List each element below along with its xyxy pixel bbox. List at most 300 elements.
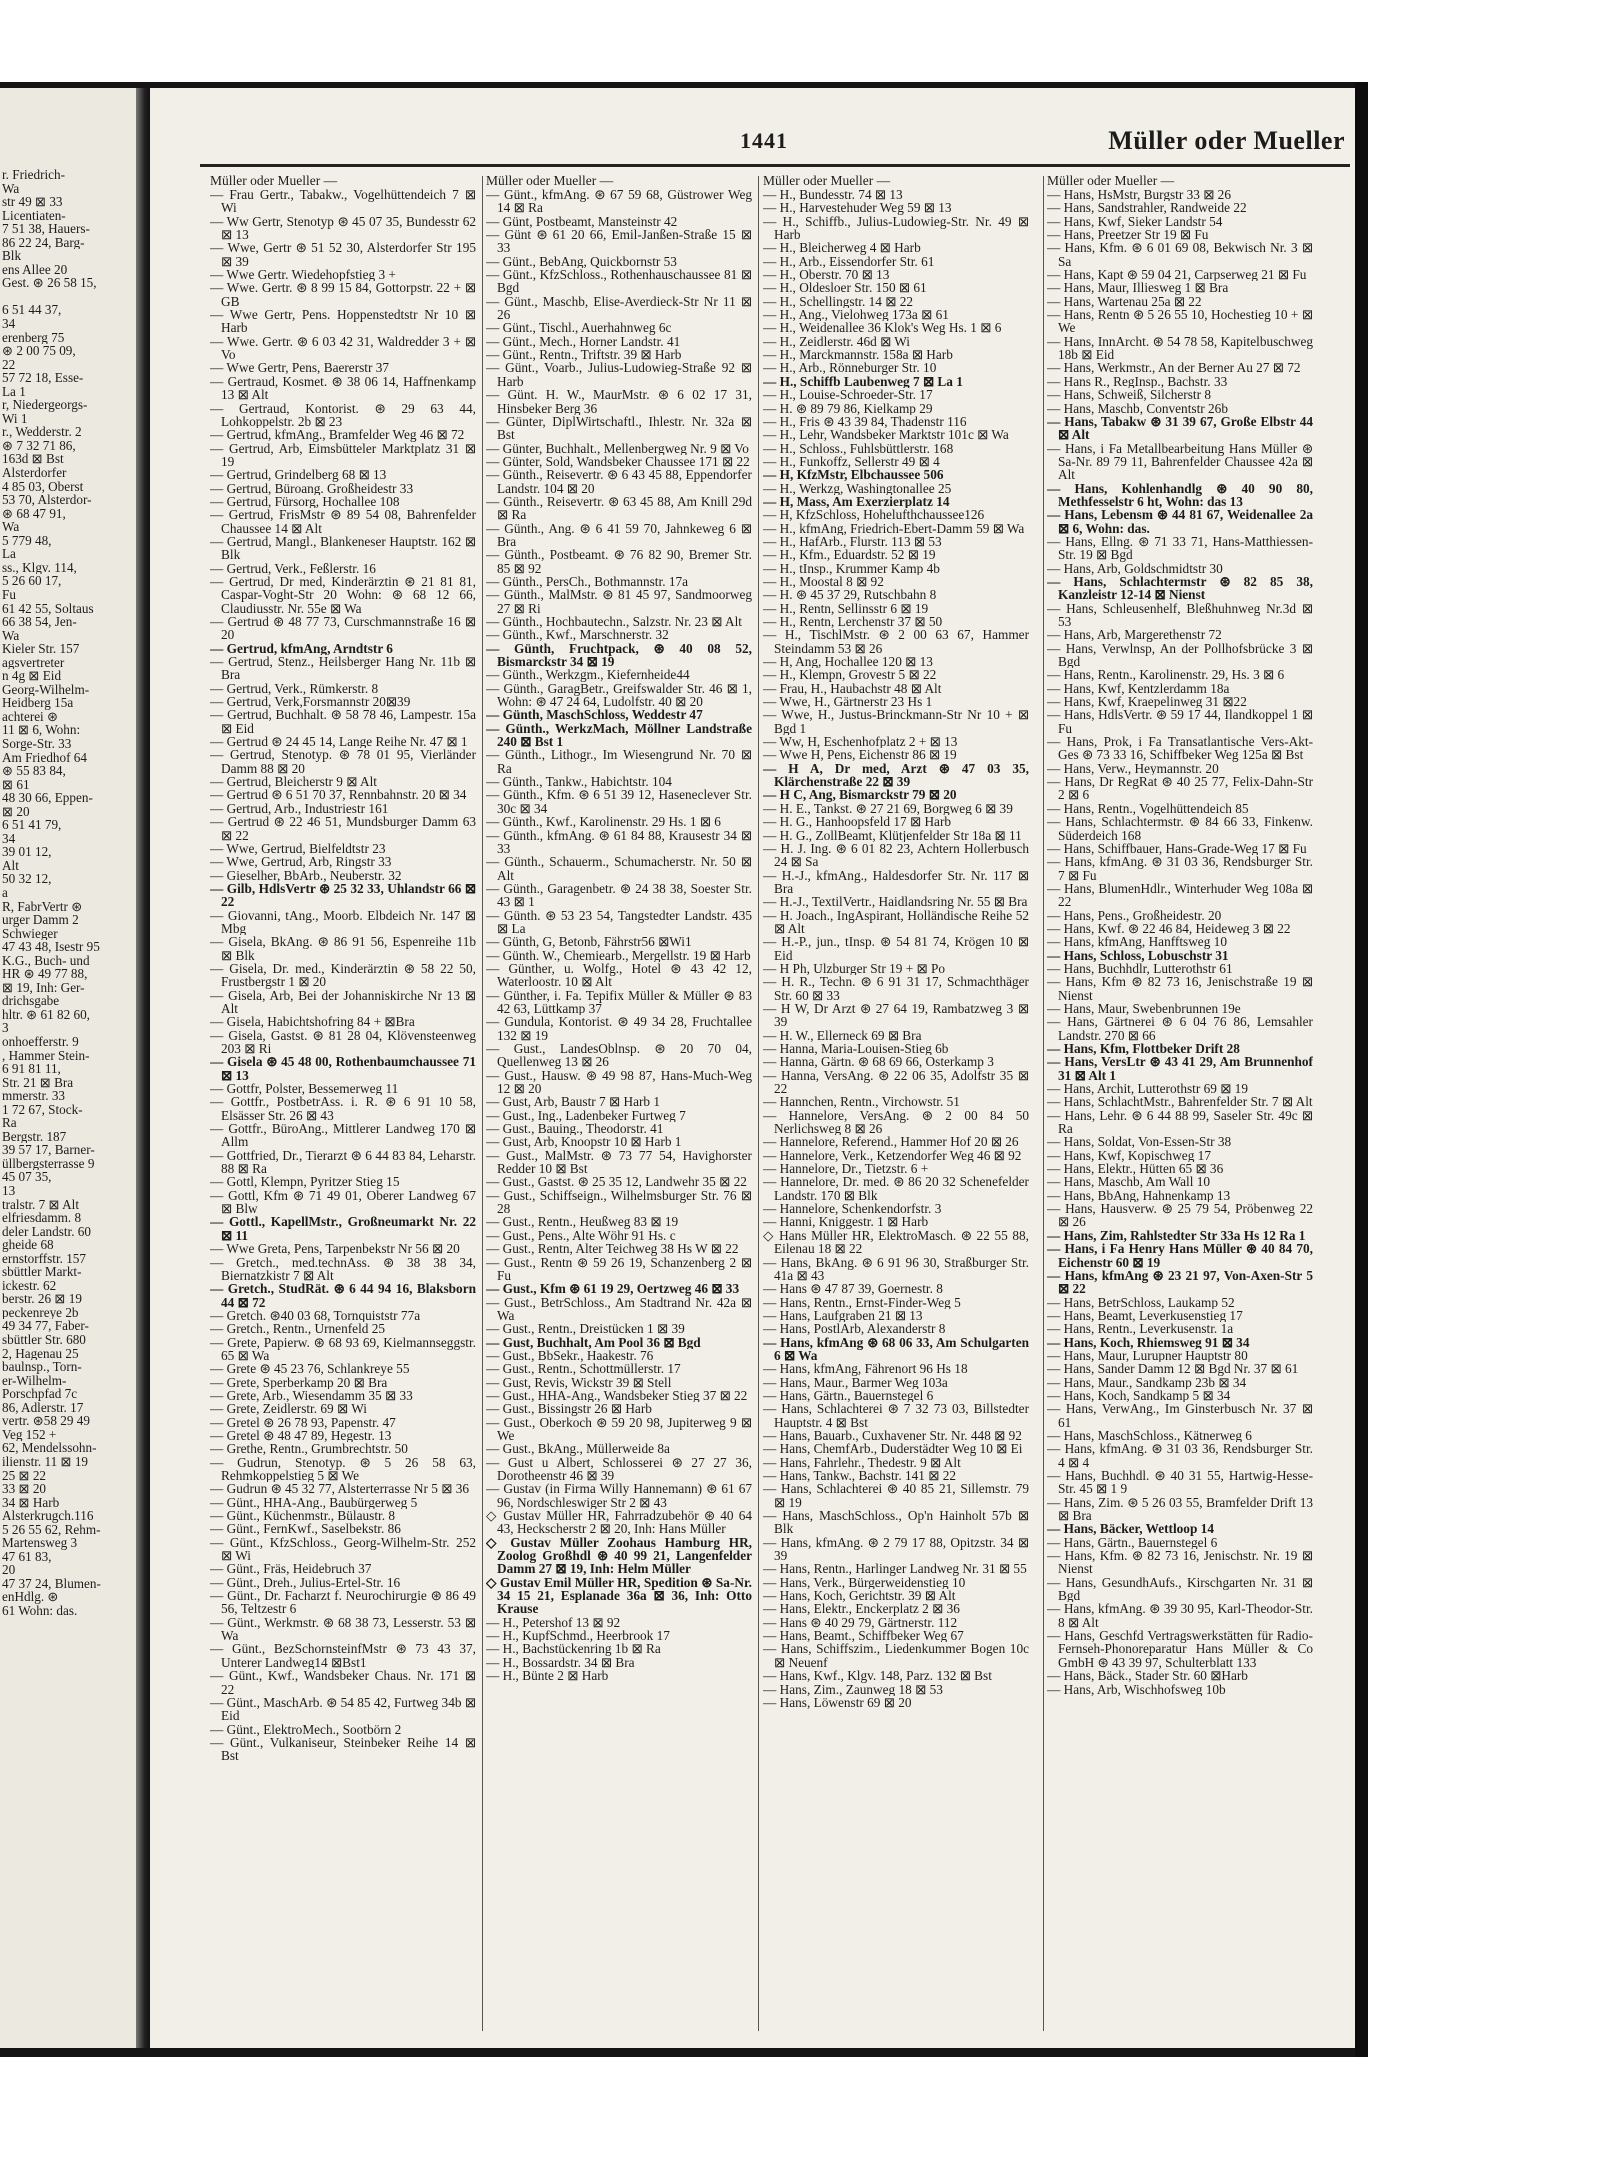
directory-entry: — Gertrud, Arb, Eimsbütteler Marktplatz 31 ⊠ 19 bbox=[210, 441, 476, 469]
directory-entry: ◇ Gustav Müller Zoohaus Hamburg HR, Zoolog Großhdl ⊛ 40 99 21, Langenfelder Damm 27 ⊠ 19, Inh: Helm Müller bbox=[486, 1535, 752, 1576]
directory-entry: — Günt., KfzSchloss., Georg-Wilhelm-Str. 252 ⊠ Wi bbox=[210, 1535, 476, 1563]
directory-entry: — Hans R., RegInsp., Bachstr. 33 bbox=[1047, 374, 1228, 389]
directory-entry: — H., Arb., Eissendorfer Str. 61 bbox=[763, 254, 935, 269]
directory-entry: — Günt, Postbeamt, Mansteinstr 42 bbox=[486, 214, 678, 229]
directory-entry: — Günth., Postbeamt. ⊛ 76 82 90, Bremer Str. 85 ⊠ 92 bbox=[486, 548, 752, 575]
directory-entry: — Gust., Bauing., Theodorstr. 41 bbox=[486, 1122, 664, 1136]
directory-entry: — Gertraud, Kosmet. ⊛ 38 06 14, Haffnenkamp 13 ⊠ Alt bbox=[210, 374, 476, 402]
directory-entry: — H., Bachstückenring 1b ⊠ Ra bbox=[486, 1642, 661, 1656]
prev-page-line: 11 ⊠ 6, Wohn: bbox=[2, 723, 81, 737]
directory-entry: — Hans, kfmAng. ⊛ 39 30 95, Karl-Theodor-Str. 8 ⊠ Alt bbox=[1047, 1602, 1313, 1630]
prev-page-line: K.G., Buch- und bbox=[2, 953, 90, 968]
directory-entry: — H., Schiffb., Julius-Ludowieg-Str. Nr. 49 ⊠ Harb bbox=[763, 214, 1029, 242]
directory-entry: — Wwe. Gertr. ⊛ 6 03 42 31, Waldredder 3 + ⊠ Vo bbox=[210, 334, 476, 362]
directory-entry: — Günth., Tankw., Habichtstr. 104 bbox=[486, 775, 672, 789]
directory-entry: — Gust., BetrSchloss., Am Stadtrand Nr. 42a ⊠ Wa bbox=[486, 1295, 752, 1323]
directory-entry: — Günther, i. Fa. Tepifix Müller & Müller ⊛ 83 42 63, Lüttkamp 37 bbox=[486, 988, 752, 1016]
directory-entry: — Hans, Kapt ⊛ 59 04 21, Carpserweg 21 ⊠ Fu bbox=[1047, 268, 1307, 282]
prev-page-line: ernstorffstr. 157 bbox=[2, 1251, 86, 1266]
directory-entry: — Gottfr, Polster, Bessemerweg 11 bbox=[210, 1082, 399, 1096]
prev-page-line: 34 bbox=[2, 317, 16, 331]
directory-entry: — Gust., Rentn ⊛ 59 26 19, Schanzenberg 2 ⊠ Fu bbox=[486, 1255, 752, 1283]
directory-entry: — Hans, Schiffszim., Liedenkummer Bogen 10c ⊠ Neuenf bbox=[763, 1642, 1029, 1670]
directory-entry: — Hans, Verw., Heymannstr. 20 bbox=[1047, 761, 1219, 776]
prev-page-line: Porschpfad 7c bbox=[2, 1387, 78, 1401]
prev-page-line: Alsterkrugch.116 bbox=[2, 1509, 94, 1523]
directory-entry: — Gertrud, Bleicherstr 9 ⊠ Alt bbox=[210, 775, 377, 789]
directory-entry: — Günth., WerkzMach, Möllner Landstraße 240 ⊠ Bst 1 bbox=[486, 721, 752, 749]
directory-entry: — Gust, Arb, Baustr 7 ⊠ Harb 1 bbox=[486, 1095, 661, 1109]
directory-entry: — Gisela, Habichtshofring 84 + ⊠Bra bbox=[210, 1015, 415, 1029]
directory-entry: — Hans, Rentn., Harlinger Landweg Nr. 31 ⊠ 55 bbox=[763, 1562, 1027, 1576]
prev-page-line: 25 ⊠ 22 bbox=[2, 1468, 47, 1483]
directory-entry: — Hans, kfmAng, Fährenort 96 Hs 18 bbox=[763, 1362, 968, 1376]
directory-entry: — H.-J., TextilVertr., Haidlandsring Nr. 55 ⊠ Bra bbox=[763, 895, 1028, 909]
directory-entry: — Hans, Kwf, Sieker Landstr 54 bbox=[1047, 214, 1223, 229]
prev-page-line: üllbergsterrasse 9 bbox=[2, 1156, 95, 1171]
prev-page-line: 20 bbox=[2, 1563, 16, 1577]
directory-entry: — Günt., kfmAng. ⊛ 67 59 68, Güstrower Weg 14 ⊠ Ra bbox=[486, 188, 752, 215]
directory-entry: — Hans, Maur., Sandkamp 23b ⊠ 34 bbox=[1047, 1375, 1247, 1389]
directory-entry: — Hans, Lehr. ⊛ 6 44 88 99, Saseler Str. 49c ⊠ Ra bbox=[1047, 1108, 1313, 1136]
directory-entry: — H, KfzMstr, Elbchaussee 506 bbox=[763, 468, 944, 482]
directory-entry: — Hans, Maschb, Conventstr 26b bbox=[1047, 401, 1228, 415]
directory-entry: — Günt., Mech., Horner Landstr. 41 bbox=[486, 334, 681, 349]
directory-entry: — Günt., FernKwf., Saselbekstr. 86 bbox=[210, 1522, 401, 1536]
directory-entry: — Frau Gertr., Tabakw., Vogelhüttendeich 7 ⊠ Wi bbox=[210, 188, 476, 215]
directory-entry: — Günth., Kwf., Karolinenstr. 29 Hs. 1 ⊠ 6 bbox=[486, 815, 721, 829]
directory-entry: — Hans, Rentn., Leverkusenstr. 1a bbox=[1047, 1322, 1234, 1336]
directory-entry: — Hans, Verk., Bürgerweidenstieg 10 bbox=[763, 1575, 966, 1590]
prev-page-line: elfriesdamm. 8 bbox=[2, 1211, 82, 1225]
directory-entry: — Hannelore, Referend., Hammer Hof 20 ⊠ 26 bbox=[763, 1135, 1019, 1149]
directory-entry: — Günter, Sold, Wandsbeker Chaussee 171 ⊠ 22 bbox=[486, 454, 750, 469]
directory-entry: — Hans, Maur., Barmer Weg 103a bbox=[763, 1375, 948, 1389]
prev-page-line: ⊛ 68 47 91, bbox=[2, 506, 66, 521]
column-continuation-head: Müller oder Mueller — bbox=[210, 174, 338, 188]
directory-entry: — H, KfzSchloss, Hohelufthchaussee126 bbox=[763, 508, 985, 522]
directory-entry: — Wwe, Gertrud, Bielfeldtstr 23 bbox=[210, 841, 386, 856]
directory-entry: — Hans, Kwf, Kopischweg 17 bbox=[1047, 1148, 1211, 1163]
directory-entry: — Gertrud, kfmAng, Arndtstr 6 bbox=[210, 641, 393, 656]
directory-entry: — H., Lehr, Wandsbeker Marktstr 101c ⊠ Wa bbox=[763, 428, 1009, 442]
directory-entry: — Hans ⊛ 40 29 79, Gärtnerstr. 112 bbox=[763, 1615, 958, 1630]
directory-entry: — Frau, H., Haubachstr 48 ⊠ Alt bbox=[763, 681, 942, 696]
directory-entry: — Günth., MalMstr. ⊛ 81 45 97, Sandmoorweg 27 ⊠ Ri bbox=[486, 588, 752, 615]
directory-entry: — Hans, Zim., Zaunweg 18 ⊠ 53 bbox=[763, 1682, 943, 1696]
column-rule bbox=[758, 176, 759, 2031]
directory-entry: — Günth., Reisevertr. ⊛ 63 45 88, Am Knill 29d ⊠ Ra bbox=[486, 494, 752, 522]
column-continuation-head: Müller oder Mueller — bbox=[763, 174, 891, 188]
directory-entry: — Gertrud ⊛ 6 51 70 37, Rennbahnstr. 20 ⊠ 34 bbox=[210, 788, 467, 802]
directory-entry: — Wwe H, Pens, Eichenstr 86 ⊠ 19 bbox=[763, 748, 957, 762]
prev-page-line: Str. 21 ⊠ Bra bbox=[2, 1075, 74, 1090]
prev-page-line: 61 42 55, Soltaus bbox=[2, 601, 94, 616]
prev-page-line: Fu bbox=[2, 587, 16, 602]
directory-entry: — Hans, Kwf. ⊛ 22 46 84, Heideweg 3 ⊠ 22 bbox=[1047, 921, 1291, 936]
directory-entry: — Hans, kfmAng. ⊛ 2 79 17 88, Opitzstr. 34 ⊠ 39 bbox=[763, 1535, 1029, 1563]
prev-page-line: Kieler Str. 157 bbox=[2, 642, 80, 656]
directory-entry: — Hans, Schlachterei ⊛ 7 32 73 03, Billstedter Hauptstr. 4 ⊠ Bst bbox=[763, 1402, 1029, 1429]
directory-entry: — Gottfr., BüroAng., Mittlerer Landweg 170 ⊠ Allm bbox=[210, 1122, 476, 1149]
directory-entry: — Hans, HdlsVertr. ⊛ 59 17 44, Ilandkoppel 1 ⊠ Fu bbox=[1047, 708, 1313, 736]
directory-entry: — Gottl, Kfm ⊛ 71 49 01, Oberer Landweg 67 ⊠ Blw bbox=[210, 1188, 476, 1216]
directory-entry: — H., HafArb., Flurstr. 113 ⊠ 53 bbox=[763, 534, 942, 549]
directory-entry: — H.-P., jun., tInsp. ⊛ 54 81 74, Krögen 10 ⊠ Eid bbox=[763, 935, 1029, 962]
directory-entry: — Günth, Fruchtpack, ⊛ 40 08 52, Bismarckstr 34 ⊠ 19 bbox=[486, 641, 752, 669]
directory-entry: — Günt., Dr. Facharzt f. Neurochirurgie ⊛ 86 49 56, Teltzestr 6 bbox=[210, 1589, 476, 1616]
directory-entry: — Gertrud, FrisMstr ⊛ 89 54 08, Bahrenfelder Chaussee 14 ⊠ Alt bbox=[210, 508, 476, 535]
directory-entry: — H., Zeidlerstr. 46d ⊠ Wi bbox=[763, 334, 911, 349]
directory-entry: — H., Schellingstr. 14 ⊠ 22 bbox=[763, 294, 914, 309]
directory-entry: — Gust., Ing., Ladenbeker Furtweg 7 bbox=[486, 1108, 686, 1123]
prev-page-line: 7 51 38, Hauers- bbox=[2, 222, 90, 236]
directory-entry: — Hans, Rentn., Vogelhüttendeich 85 bbox=[1047, 801, 1249, 816]
directory-entry: — Ww, H, Eschenhofplatz 2 + ⊠ 13 bbox=[763, 735, 958, 749]
prev-page-line: baulnsp., Torn- bbox=[2, 1360, 82, 1374]
prev-page-line: 34 bbox=[2, 831, 16, 846]
directory-entry: — Hans, Elektr., Hütten 65 ⊠ 36 bbox=[1047, 1162, 1224, 1176]
directory-entry: — Hanna, VersAng. ⊛ 22 06 35, Adolfstr 35 ⊠ 22 bbox=[763, 1068, 1029, 1096]
prev-page-line: 13 bbox=[2, 1184, 16, 1198]
directory-entry: — H. W., Ellerneck 69 ⊠ Bra bbox=[763, 1028, 922, 1042]
prev-page-line: agsvertreter bbox=[2, 655, 65, 670]
directory-entry: — Hans, kfmAng ⊛ 68 06 33, Am Schulgarten 6 ⊠ Wa bbox=[763, 1335, 1029, 1363]
directory-entry: — Günth., Kwf., Marschnerstr. 32 bbox=[486, 628, 669, 642]
directory-entry: — H. G., ZollBeamt, Klütjenfelder Str 18a ⊠ 11 bbox=[763, 828, 1022, 842]
prev-page-line: ens Allee 20 bbox=[2, 262, 68, 277]
directory-entry: — Gertrud, Buchhalt. ⊛ 58 78 46, Lampestr. 15a ⊠ Eid bbox=[210, 708, 476, 736]
prev-page-line: 53 70, Alsterdor- bbox=[2, 493, 92, 507]
prev-page-line: Bergstr. 187 bbox=[2, 1129, 67, 1144]
directory-entry: — Hannchen, Rentn., Virchowstr. 51 bbox=[763, 1095, 960, 1109]
directory-entry: — Gust., Oberkoch ⊛ 59 20 98, Jupiterweg 9 ⊠ We bbox=[486, 1415, 752, 1443]
prev-page-line: , Hammer Stein- bbox=[2, 1048, 90, 1063]
directory-entry: — Hans, Gärtnerei ⊛ 6 04 76 86, Lemsahler Landstr. 270 ⊠ 66 bbox=[1047, 1015, 1313, 1042]
directory-entry: — H., Schloss., Fuhlsbüttlerstr. 168 bbox=[763, 441, 954, 455]
directory-entry: — Wwe Gertr, Pens. Hoppenstedtstr Nr 10 ⊠ Harb bbox=[210, 308, 476, 335]
directory-entry: — H. Joach., IngAspirant, Holländische Reihe 52 ⊠ Alt bbox=[763, 908, 1029, 936]
directory-entry: — Hans, Elektr., Enckerplatz 2 ⊠ 36 bbox=[763, 1602, 960, 1616]
prev-page-line: 5 26 60 17, bbox=[2, 574, 62, 588]
directory-page bbox=[150, 88, 1355, 2048]
prev-page-line: Schwieger bbox=[2, 926, 58, 941]
prev-page-line: 4 85 03, Oberst bbox=[2, 479, 84, 494]
directory-entry: — Gust., Rentn., Dreistücken 1 ⊠ 39 bbox=[486, 1322, 685, 1336]
directory-entry: — Gieselher, BbArb., Neuberstr. 32 bbox=[210, 868, 402, 882]
directory-entry: — H., Klempn, Grovestr 5 ⊠ 22 bbox=[763, 668, 937, 682]
prev-page-line: str 49 ⊠ 33 bbox=[2, 195, 63, 209]
header-rule bbox=[200, 164, 1350, 167]
directory-entry: — Hans, BkAng. ⊛ 6 91 96 30, Straßburger Str. 41a ⊠ 43 bbox=[763, 1255, 1029, 1283]
directory-entry: — Hans, Maur, Illiesweg 1 ⊠ Bra bbox=[1047, 281, 1229, 295]
prev-page-line: 39 01 12, bbox=[2, 845, 52, 859]
directory-entry: — Hans, Beamt., Schiffbeker Weg 67 bbox=[763, 1629, 964, 1643]
prev-page-line: 5 26 55 62, Rehm- bbox=[2, 1522, 101, 1537]
previous-page-text bbox=[2, 168, 134, 1618]
directory-entry: — Gottfr., PostbetrAss. i. R. ⊛ 6 91 10 58, Elsässer Str. 26 ⊠ 43 bbox=[210, 1095, 476, 1123]
directory-entry: — H., Rentn, Lerchenstr 37 ⊠ 50 bbox=[763, 615, 943, 629]
directory-entry: — Hans, Rentn., Ernst-Finder-Weg 5 bbox=[763, 1295, 961, 1309]
directory-column-1 bbox=[210, 174, 476, 1763]
prev-page-line: 6 51 41 79, bbox=[2, 818, 62, 832]
directory-entry: — Hans, Schiffbauer, Hans-Grade-Weg 17 ⊠ Fu bbox=[1047, 841, 1307, 856]
directory-entry: — Hans, Bäck., Stader Str. 60 ⊠Harb bbox=[1047, 1669, 1248, 1683]
directory-entry: — Hans, Arb, Margerethenstr 72 bbox=[1047, 628, 1222, 642]
directory-entry: — Hans, Schlachterei ⊛ 40 85 21, Sillemstr. 79 ⊠ 19 bbox=[763, 1482, 1029, 1510]
directory-entry: — Gertrud, kfmAng., Bramfelder Weg 46 ⊠ 72 bbox=[210, 428, 465, 442]
directory-entry: — Gust., LandesOblnsp. ⊛ 20 70 04, Quellenweg 13 ⊠ 26 bbox=[486, 1042, 752, 1069]
prev-page-line: ⊠ 20 bbox=[2, 804, 30, 819]
prev-page-line: 33 ⊠ 20 bbox=[2, 1482, 47, 1496]
directory-entry: — Hans, Kfm, Flottbeker Drift 28 bbox=[1047, 1042, 1240, 1056]
directory-entry: — Günth. W., Chemiearb., Mergellstr. 19 ⊠ Harb bbox=[486, 948, 751, 962]
directory-entry: — Günth. ⊛ 53 23 54, Tangstedter Landstr. 435 ⊠ La bbox=[486, 908, 752, 936]
directory-entry: — H, Ang, Hochallee 120 ⊠ 13 bbox=[763, 655, 933, 669]
directory-entry: — H., Schiffb Laubenweg 7 ⊠ La 1 bbox=[763, 374, 963, 389]
directory-entry: — Hans, Arb, Wischhofsweg 10b bbox=[1047, 1682, 1226, 1696]
directory-entry: — Günth., Ang. ⊛ 6 41 59 70, Jahnkeweg 6 ⊠ Bra bbox=[486, 521, 752, 549]
directory-entry: — Hans, SchlachtMstr., Bahrenfelder Str. 7 ⊠ Alt bbox=[1047, 1095, 1313, 1109]
directory-entry: ◇ Gustav Emil Müller HR, Spedition ⊛ Sa-Nr. 34 15 21, Esplanade 36a ⊠ 36, Inh: Otto Krause bbox=[486, 1575, 752, 1616]
directory-entry: — Hans, Koch, Gerichtstr. 39 ⊠ Alt bbox=[763, 1589, 956, 1603]
directory-entry: — H. ⊛ 89 79 86, Kielkamp 29 bbox=[763, 401, 933, 415]
directory-entry: — H C, Ang, Bismarckstr 79 ⊠ 20 bbox=[763, 788, 957, 802]
directory-entry: — H Ph, Ulzburger Str 19 + ⊠ Po bbox=[763, 961, 946, 976]
book-gutter bbox=[136, 88, 150, 2048]
directory-entry: — Grete, Zeidlerstr. 69 ⊠ Wi bbox=[210, 1402, 367, 1416]
directory-entry: — H. R., Techn. ⊛ 6 91 31 17, Schmachthäger Str. 60 ⊠ 33 bbox=[763, 975, 1029, 1002]
directory-entry: — Hans, Schleusenhelf, Bleßhuhnweg Nr.3d ⊠ 53 bbox=[1047, 601, 1313, 629]
directory-entry: — Hans, Verwlnsp, An der Pollhofsbrücke 3 ⊠ Bgd bbox=[1047, 641, 1313, 669]
prev-page-line: Alsterdorfer bbox=[2, 466, 67, 480]
prev-page-line: Blk bbox=[2, 249, 22, 263]
directory-entry: — Gundula, Kontorist. ⊛ 49 34 28, Fruchtallee 132 ⊠ 19 bbox=[486, 1015, 752, 1042]
directory-entry: — H., Marckmannstr. 158a ⊠ Harb bbox=[763, 348, 953, 362]
prev-page-line: Georg-Wilhelm- bbox=[2, 682, 90, 697]
directory-entry: — Ww Gertr, Stenotyp ⊛ 45 07 35, Bundesstr 62 ⊠ 13 bbox=[210, 214, 476, 242]
column-continuation-head: Müller oder Mueller — bbox=[486, 174, 614, 188]
directory-entry: — Günt., HHA-Ang., Baubürgerweg 5 bbox=[210, 1495, 418, 1510]
directory-entry: — H., TischlMstr. ⊛ 2 00 63 67, Hammer Steindamm 53 ⊠ 26 bbox=[763, 628, 1029, 656]
directory-entry: — Gertrud, Stenotyp. ⊛ 78 01 95, Vierländer Damm 88 ⊠ 20 bbox=[210, 748, 476, 776]
directory-entry: — Hans, Prok, i Fa Transatlantische Vers-Akt-Ges ⊛ 73 33 16, Schiffbeker Weg 125a ⊠ Bst bbox=[1047, 735, 1313, 762]
directory-entry: — Wwe Gertr, Pens, Baererstr 37 bbox=[210, 361, 390, 375]
directory-entry: — Hans, Pens., Großheidestr. 20 bbox=[1047, 908, 1222, 922]
directory-entry: — Gust., HHA-Ang., Wandsbeker Stieg 37 ⊠ 22 bbox=[486, 1388, 748, 1403]
directory-entry: — Gertrud, Büroang. Großheidestr 33 bbox=[210, 481, 414, 495]
directory-entry: — Hans, Zim. ⊛ 5 26 03 55, Bramfelder Drift 13 ⊠ Bra bbox=[1047, 1495, 1313, 1523]
directory-entry: — Wwe, Gertrud, Arb, Ringstr 33 bbox=[210, 855, 392, 869]
column-rule bbox=[1043, 176, 1044, 2031]
directory-entry: — Gust., Rentn, Alter Teichweg 38 Hs W ⊠ 22 bbox=[486, 1242, 739, 1256]
prev-page-line: 45 07 35, bbox=[2, 1170, 52, 1185]
directory-entry: — Hans, Maschb, Am Wall 10 bbox=[1047, 1175, 1211, 1189]
directory-entry: — H, Mass, Am Exerzierplatz 14 bbox=[763, 494, 950, 509]
directory-entry: — Günth., Hochbautechn., Salzstr. Nr. 23 ⊠ Alt bbox=[486, 615, 742, 629]
directory-entry: — Günter, DiplWirtschaftl., Ihlestr. Nr. 32a ⊠ Bst bbox=[486, 414, 752, 442]
directory-entry: — Gust, Buchhalt, Am Pool 36 ⊠ Bgd bbox=[486, 1335, 701, 1349]
prev-page-line: ⊠ 61 bbox=[2, 777, 30, 792]
directory-entry: — Hans, BbAng, Hahnenkamp 13 bbox=[1047, 1188, 1231, 1203]
directory-entry: — Hannelore, VersAng. ⊛ 2 00 84 50 Nerlichsweg 8 ⊠ 26 bbox=[763, 1108, 1029, 1136]
prev-page-line: 47 43 48, Isestr 95 bbox=[2, 940, 100, 954]
directory-entry: — Günth., Garagenbetr. ⊛ 24 38 38, Soester Str. 43 ⊠ 1 bbox=[486, 881, 752, 909]
directory-entry: — Hans, BlumenHdlr., Winterhuder Weg 108a ⊠ 22 bbox=[1047, 881, 1313, 909]
prev-page-line: achterei ⊛ bbox=[2, 709, 59, 724]
prev-page-line: Heidberg 15a bbox=[2, 696, 74, 710]
prev-page-line: 39 57 17, Barner- bbox=[2, 1143, 95, 1157]
directory-entry: — Hans, PostlArb, Alexanderstr 8 bbox=[763, 1322, 946, 1336]
prev-page-line: n 4g ⊠ Eid bbox=[2, 669, 62, 683]
directory-entry: — Wwe, H., Gärtnerstr 23 Hs 1 bbox=[763, 695, 933, 709]
directory-entry: — Gottl., KapellMstr., Großneumarkt Nr. 22 ⊠ 11 bbox=[210, 1215, 476, 1243]
directory-entry: — Gretch., med.technAss. ⊛ 38 38 34, Biernatzkistr 7 ⊠ Alt bbox=[210, 1255, 476, 1283]
prev-page-line: peckenreye 2b bbox=[2, 1305, 79, 1320]
directory-entry: — Hans, kfmAng, Hanfftsweg 10 bbox=[1047, 935, 1227, 949]
directory-entry: — Grethe, Rentn., Grumbrechtstr. 50 bbox=[210, 1442, 408, 1456]
directory-entry: — Gust., Kfm ⊛ 61 19 29, Oertzweg 46 ⊠ 33 bbox=[486, 1282, 740, 1296]
directory-entry: — Gilb, HdlsVertr ⊛ 25 32 33, Uhlandstr 66 ⊠ 22 bbox=[210, 881, 476, 909]
directory-entry: — Gertrud, Grindelberg 68 ⊠ 13 bbox=[210, 468, 387, 482]
directory-entry: — Gertrud, Dr med, Kinderärztin ⊛ 21 81 81, Caspar-Voght-Str 20 Wohn: ⊛ 68 12 66, Claudiusstr. Nr. 55e ⊠ Wa bbox=[210, 574, 476, 615]
prev-page-line: R, FabrVertr ⊛ bbox=[2, 899, 83, 914]
directory-entry: — Gertrud ⊛ 22 46 51, Mundsburger Damm 63 ⊠ 22 bbox=[210, 815, 476, 842]
directory-entry: — Gust., Rentn., Heußweg 83 ⊠ 19 bbox=[486, 1215, 679, 1229]
prev-page-line: gheide 68 bbox=[2, 1238, 54, 1252]
directory-entry: — Hans, Sandstrahler, Randweide 22 bbox=[1047, 201, 1247, 215]
directory-entry: — H., Rentn, Sellinsstr 6 ⊠ 19 bbox=[763, 601, 929, 615]
column-continuation-head: Müller oder Mueller — bbox=[1047, 174, 1175, 188]
directory-entry: — Wwe. Gertr. ⊛ 8 99 15 84, Gottorpstr. 22 + ⊠ GB bbox=[210, 281, 476, 309]
directory-entry: — H., Petershof 13 ⊠ 92 bbox=[486, 1615, 621, 1630]
directory-entry: — Hans, Kfm. ⊛ 82 73 16, Jenischstr. Nr. 19 ⊠ Nienst bbox=[1047, 1549, 1313, 1576]
prev-page-line: ilienstr. 11 ⊠ 19 bbox=[2, 1454, 89, 1469]
prev-page-line: Veg 152 + bbox=[2, 1427, 57, 1442]
prev-page-line: Alt bbox=[2, 858, 19, 873]
directory-entry: — H W, Dr Arzt ⊛ 27 64 19, Rambatzweg 3 ⊠ 39 bbox=[763, 1001, 1029, 1029]
directory-entry: — Hans, Dr RegRat ⊛ 40 25 77, Felix-Dahn-Str 2 ⊠ 6 bbox=[1047, 775, 1313, 802]
directory-entry: — Hans, Soldat, Von-Essen-Str 38 bbox=[1047, 1135, 1232, 1149]
directory-entry: — Günth, MaschSchloss, Weddestr 47 bbox=[486, 708, 703, 722]
prev-page-line: ickestr. 62 bbox=[2, 1278, 57, 1293]
directory-entry: — Günt., BezSchornsteinfMstr ⊛ 73 43 37, Unterer Landweg14 ⊠Bst1 bbox=[210, 1642, 476, 1670]
directory-entry: — Gust., BbSekr., Haakestr. 76 bbox=[486, 1348, 654, 1363]
directory-entry: — Gust., Schiffseign., Wilhelmsburger Str. 76 ⊠ 28 bbox=[486, 1188, 752, 1216]
directory-entry: — H., Funkoffz, Sellerstr 49 ⊠ 4 bbox=[763, 454, 940, 469]
directory-entry: — Gustav (in Firma Willy Hannemann) ⊛ 61 67 96, Nordschleswiger Str 2 ⊠ 43 bbox=[486, 1482, 752, 1510]
directory-entry: — Hans, Tabakw ⊛ 31 39 67, Große Elbstr 44 ⊠ Alt bbox=[1047, 414, 1313, 442]
directory-entry: — Günt., Dreh., Julius-Ertel-Str. 16 bbox=[210, 1575, 401, 1590]
directory-entry: — Gisela ⊛ 45 48 00, Rothenbaumchaussee 71 ⊠ 13 bbox=[210, 1055, 476, 1083]
directory-entry: — H., Moostal 8 ⊠ 92 bbox=[763, 574, 884, 589]
prev-page-line: Wi 1 bbox=[2, 411, 28, 426]
prev-page-line: r, Niedergeorgs- bbox=[2, 398, 88, 412]
directory-entry: — Hans, Kohlenhandlg ⊛ 40 90 80, Methfesselstr 6 ht, Wohn: das 13 bbox=[1047, 481, 1313, 509]
directory-entry: — H., Harvestehuder Weg 59 ⊠ 13 bbox=[763, 201, 952, 215]
prev-page-line: 49 34 77, Faber- bbox=[2, 1319, 89, 1334]
prev-page-line: 3 bbox=[2, 1021, 9, 1035]
directory-entry: — Günt., Rentn., Triftstr. 39 ⊠ Harb bbox=[486, 348, 682, 362]
directory-entry: — Hans, Schloss, Lobuschstr 31 bbox=[1047, 948, 1229, 962]
prev-page-line: ⊛ 55 83 84, bbox=[2, 764, 66, 778]
directory-entry: — Gudrun, Stenotyp. ⊛ 5 26 58 63, Rehmkoppelstieg 5 ⊠ We bbox=[210, 1455, 476, 1483]
directory-entry: — Hans, Buchhdl. ⊛ 40 31 55, Hartwig-Hesse-Str. 45 ⊠ 1 9 bbox=[1047, 1469, 1313, 1496]
directory-entry: — Hans, Lebensm ⊛ 44 81 67, Weidenallee 2a ⊠ 6, Wohn: das. bbox=[1047, 508, 1313, 535]
directory-entry: — Hans, kfmAng. ⊛ 31 03 36, Rendsburger Str. 4 ⊠ 4 bbox=[1047, 1442, 1313, 1469]
prev-page-line: r., Wedderstr. 2 bbox=[2, 425, 82, 439]
directory-entry: — Günter, Buchhalt., Mellenbergweg Nr. 9 ⊠ Vo bbox=[486, 441, 749, 455]
directory-entry: — Hans, Kfm. ⊛ 6 01 69 08, Bekwisch Nr. 3 ⊠ Sa bbox=[1047, 241, 1313, 269]
prev-page-line: 47 37 24, Blumen- bbox=[2, 1576, 101, 1591]
directory-entry: — Hans, Hausverw. ⊛ 25 79 54, Pröbenweg 22 ⊠ 26 bbox=[1047, 1202, 1313, 1229]
directory-entry: — Gust, Arb, Knoopstr 10 ⊠ Harb 1 bbox=[486, 1135, 682, 1149]
prev-page-line: vertr. ⊛58 29 49 bbox=[2, 1414, 90, 1428]
prev-page-line: 22 bbox=[2, 357, 16, 372]
directory-entry: — Hans, Bäcker, Wettloop 14 bbox=[1047, 1522, 1214, 1536]
directory-entry: — Hans, Beamt, Leverkusenstieg 17 bbox=[1047, 1308, 1243, 1323]
directory-entry: — Hans, Gärtn., Bauernstegel 6 bbox=[763, 1388, 934, 1403]
directory-entry: — Gust, Revis, Wickstr 39 ⊠ Stell bbox=[486, 1375, 672, 1389]
prev-page-line bbox=[2, 290, 134, 304]
directory-entry: — Gust u Albert, Schlosserei ⊛ 27 27 36, Dorotheenstr 46 ⊠ 39 bbox=[486, 1455, 752, 1483]
directory-entry: — Hans, Buchhdlr, Lutterothstr 61 bbox=[1047, 961, 1233, 976]
directory-entry: — Gertrud, Verk., Rümkerstr. 8 bbox=[210, 681, 379, 696]
directory-entry: — Günt., Küchenmstr., Bülaustr. 8 bbox=[210, 1509, 396, 1523]
prev-page-line: 66 38 54, Jen- bbox=[2, 615, 77, 629]
prev-page-line: 2, Hagenau 25 bbox=[2, 1346, 79, 1361]
prev-page-line: Licentiaten- bbox=[2, 208, 66, 223]
prev-page-line: ⊛ 7 32 71 86, bbox=[2, 438, 76, 453]
directory-entry: — Hans, GesundhAufs., Kirschgarten Nr. 31 ⊠ Bgd bbox=[1047, 1575, 1313, 1603]
column-rule bbox=[482, 176, 483, 2031]
prev-page-line: er-Wilhelm- bbox=[2, 1373, 67, 1388]
directory-entry: — Gertrud ⊛ 48 77 73, Curschmannstraße 16 ⊠ 20 bbox=[210, 615, 476, 642]
prev-page-line: 50 32 12, bbox=[2, 872, 52, 886]
directory-entry: — Gottfried, Dr., Tierarzt ⊛ 6 44 83 84, Leharstr. 88 ⊠ Ra bbox=[210, 1148, 476, 1176]
directory-entry: — H., KupfSchmd., Heerbrook 17 bbox=[486, 1629, 670, 1643]
directory-entry: — Hans, Koch, Sandkamp 5 ⊠ 34 bbox=[1047, 1388, 1231, 1403]
prev-page-line: 48 30 66, Eppen- bbox=[2, 791, 93, 805]
directory-entry: — H., Bossardstr. 34 ⊠ Bra bbox=[486, 1655, 635, 1670]
directory-entry: — Hans, i Fa Metallbearbeitung Hans Müller ⊛ Sa-Nr. 89 79 11, Bahrenfelder Chaussee 42a ⊠ Alt bbox=[1047, 441, 1313, 482]
directory-entry: — Hans, Fahrlehr., Thedestr. 9 ⊠ Alt bbox=[763, 1455, 961, 1469]
prev-page-line: a bbox=[2, 885, 8, 900]
directory-entry: — Hans, Werkmstr., An der Berner Au 27 ⊠ 72 bbox=[1047, 361, 1301, 375]
directory-entry: — Hans, VersLtr ⊛ 43 41 29, Am Brunnenhof 31 ⊠ Alt 1 bbox=[1047, 1055, 1313, 1083]
prev-page-line: Am Friedhof 64 bbox=[2, 750, 87, 765]
prev-page-line: Ra bbox=[2, 1116, 17, 1130]
prev-page-line: berstr. 26 ⊠ 19 bbox=[2, 1292, 82, 1306]
directory-entry: — Günt., BebAng, Quickbornstr 53 bbox=[486, 254, 677, 269]
prev-page-line: 47 61 83, bbox=[2, 1549, 52, 1564]
directory-entry: — Hans, MaschSchloss., Op'n Hainholt 57b ⊠ Blk bbox=[763, 1509, 1029, 1536]
directory-entry: — Hans, kfmAng. ⊛ 31 03 36, Rendsburger Str. 7 ⊠ Fu bbox=[1047, 855, 1313, 882]
directory-entry: — H., tInsp., Krummer Kamp 4b bbox=[763, 561, 940, 575]
directory-entry: — Giovanni, tAng., Moorb. Elbdeich Nr. 147 ⊠ Mbg bbox=[210, 908, 476, 936]
directory-entry: — H., Werkzg, Washingtonallee 25 bbox=[763, 481, 952, 495]
prev-page-line: Sorge-Str. 33 bbox=[2, 736, 72, 751]
directory-entry: — Hans, Kwf, Kentzlerdamm 18a bbox=[1047, 681, 1230, 696]
directory-entry: — H. ⊛ 45 37 29, Rutschbahn 8 bbox=[763, 588, 937, 602]
directory-entry: — Gisela, Gastst. ⊛ 81 28 04, Klövensteenweg 203 ⊠ Ri bbox=[210, 1028, 476, 1056]
prev-page-line: deler Landstr. 60 bbox=[2, 1224, 91, 1239]
directory-entry: — Günth, G, Betonb, Fährstr56 ⊠Wi1 bbox=[486, 935, 692, 949]
directory-entry: — Gretch., Rentn., Urnenfeld 25 bbox=[210, 1322, 386, 1336]
directory-column-4 bbox=[1047, 174, 1313, 1696]
directory-entry: — Hans, Schweiß, Silcherstr 8 bbox=[1047, 388, 1211, 402]
prev-page-line: 6 91 81 11, bbox=[2, 1062, 61, 1076]
